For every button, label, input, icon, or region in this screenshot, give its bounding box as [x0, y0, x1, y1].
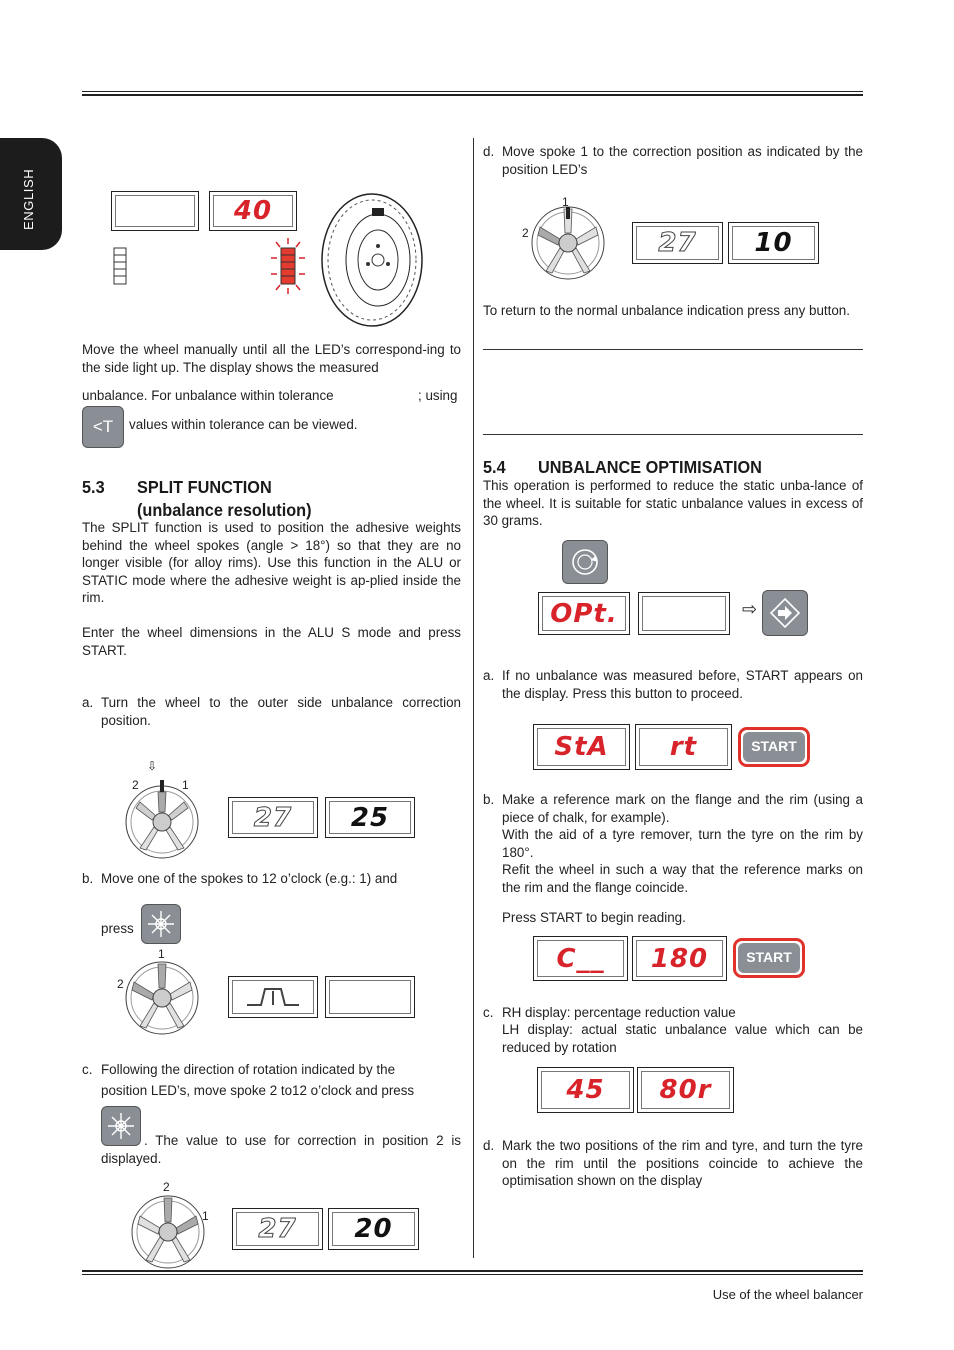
- rh-display-opt: [638, 592, 730, 635]
- rh-display-b: [325, 976, 415, 1018]
- enter-arrow-icon: [768, 596, 802, 630]
- section-5-3-subtitle: (unbalance resolution): [137, 500, 312, 520]
- header-rule: [82, 91, 863, 92]
- svg-text:⇩: ⇩: [147, 760, 158, 773]
- start-button-a[interactable]: START: [738, 727, 810, 767]
- rotation-icon: [569, 546, 601, 578]
- press-label-b: press: [101, 921, 134, 936]
- spoke-number-a-1: 1: [182, 778, 189, 792]
- rh-display-d: 10: [728, 222, 819, 264]
- lh-display-a: 27: [228, 797, 318, 838]
- para-optimisation: This operation is performed to reduce the static unba-lance of the wheel. It is suitable for static unbalance values in excess of 30 grams.: [483, 478, 863, 529]
- right-step-b-line2: With the aid of a tyre remover, turn the tyre on the rim by 180°.: [502, 827, 863, 860]
- lh-display-start: StA: [533, 724, 630, 770]
- position-led-bar-lit: [268, 236, 308, 296]
- para-split: The SPLIT function is used to position the adhesive weights behind the wheel spokes (angle > 18°) so that they are no longer visible (for alloy rims). Use this function in the ALU or STATIC mode where the adhesive weight is ap-plied inside the rim.: [82, 520, 461, 606]
- position-led-bar-left: [112, 246, 128, 286]
- lh-display-c: 27: [232, 1208, 323, 1250]
- lh-display-result: 45: [537, 1067, 634, 1113]
- enter-button[interactable]: [762, 590, 808, 636]
- right-step-c-line2: LH display: actual static unbalance value which can be reduced by rotation: [502, 1022, 863, 1055]
- alloy-wheel-c: [128, 1192, 208, 1272]
- para-move-wheel: Move the wheel manually until all the LED’s correspond-ing to the side light up. The display shows the measured: [82, 342, 461, 375]
- para-enter-dimensions: Enter the wheel dimensions in the ALU S mode and press START.: [82, 625, 461, 658]
- rh-display: 40: [209, 191, 297, 231]
- spoke-number-b-1: 1: [158, 947, 165, 961]
- alloy-wheel-d: [528, 203, 608, 283]
- left-step-c-line2: position LED’s, move spoke 2 to12 o’clock and press: [101, 1083, 415, 1098]
- column-divider: [473, 138, 474, 1258]
- para-return: To return to the normal unbalance indication press any button.: [483, 303, 850, 318]
- para-using: ; using: [418, 388, 458, 403]
- lh-display-d: 27: [632, 222, 723, 264]
- section-5-3-title: SPLIT FUNCTION: [137, 477, 272, 497]
- section-5-4-title: UNBALANCE OPTIMISATION: [538, 457, 762, 477]
- spoke-number-d-2: 2: [522, 226, 529, 240]
- left-step-c-line3: . The value to use for correction in position 2 is displayed.: [101, 1133, 461, 1166]
- tolerance-button[interactable]: <T: [82, 406, 124, 448]
- start-button-b[interactable]: START: [733, 938, 805, 978]
- language-label: ENGLISH: [21, 168, 36, 230]
- para-tolerance: unbalance. For unbalance within tolerance: [82, 388, 334, 403]
- spoke-number-b-2: 2: [117, 977, 124, 991]
- right-separator-1: [483, 349, 863, 350]
- para-values-within: values within tolerance can be viewed.: [129, 417, 358, 432]
- header-rule-thick: [82, 94, 863, 96]
- rh-display-a: 25: [325, 797, 415, 838]
- optimisation-button[interactable]: [562, 540, 608, 584]
- spoke-number-c-2: 2: [163, 1180, 170, 1194]
- rh-display-start: rt: [635, 724, 732, 770]
- spoke-number-a-2: 2: [132, 778, 139, 792]
- spoke-number-d-1: 1: [562, 195, 569, 209]
- snowflake-icon: [146, 909, 176, 939]
- tyre-illustration: [318, 188, 426, 328]
- spoke-number-c-1: 1: [202, 1209, 209, 1223]
- alloy-wheel-b: [122, 958, 202, 1038]
- rh-display-reading: 180: [632, 936, 727, 981]
- language-tab: [0, 138, 62, 250]
- alloy-wheel-a: [122, 760, 202, 864]
- right-step-b-line3: Refit the wheel in such a way that the reference marks on the rim and the flange coincide.: [502, 862, 863, 895]
- lh-display-reading: C__: [533, 936, 628, 981]
- right-step-b-line4: Press START to begin reading.: [502, 910, 686, 925]
- lh-display: [111, 191, 199, 231]
- rh-display-c: 20: [328, 1208, 419, 1250]
- arrow-right-icon: ⇨: [742, 599, 758, 619]
- lh-display-b: [228, 976, 318, 1018]
- split-symbol-icon: [243, 985, 303, 1009]
- split-button-b[interactable]: [141, 904, 181, 944]
- footer-rule: [82, 1274, 863, 1275]
- rh-display-result: 80r: [637, 1067, 734, 1113]
- footer-text: Use of the wheel balancer: [712, 1287, 863, 1302]
- section-5-4-number: 5.4: [483, 457, 506, 477]
- section-5-3-number: 5.3: [82, 477, 105, 497]
- right-separator-2: [483, 434, 863, 435]
- lh-display-opt: OPt.: [538, 592, 630, 635]
